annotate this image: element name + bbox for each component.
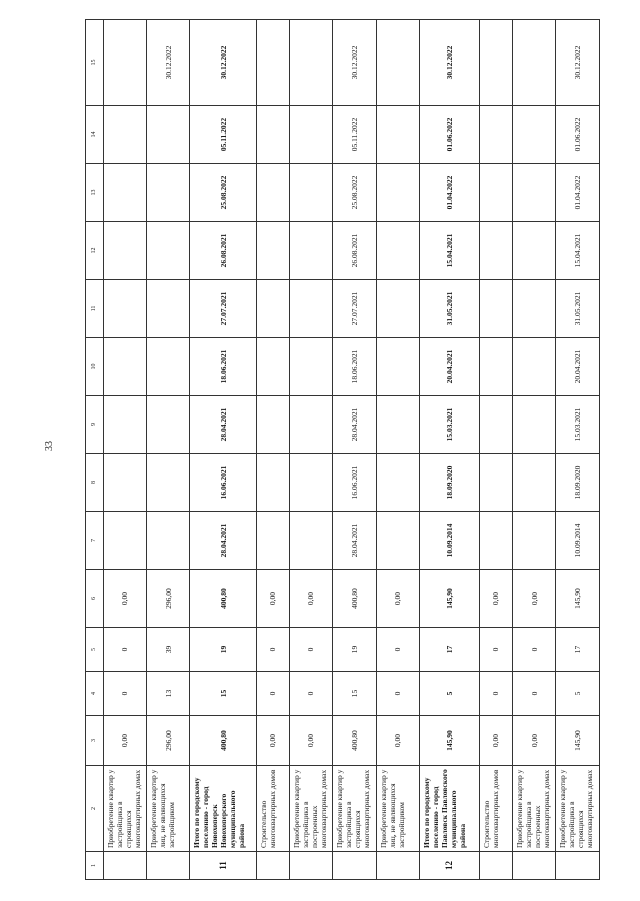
table-row (256, 20, 289, 880)
table-cell (513, 164, 556, 222)
table-cell: 18.06.2021 (333, 338, 376, 396)
table-body (86, 20, 600, 880)
table-cell: 296,00 (147, 570, 190, 628)
table-cell (479, 280, 512, 338)
row-name-cell: Строительство многоквартирных домов (479, 766, 512, 852)
table-cell: 17 (419, 628, 479, 672)
table-cell (103, 164, 146, 222)
table-cell: 30.12.2022 (556, 20, 600, 106)
table-cell (147, 280, 190, 338)
table-cell: 145,90 (556, 570, 600, 628)
table-cell (556, 852, 600, 880)
table-cell: 19 (190, 628, 256, 672)
table-cell (256, 852, 289, 880)
table-cell: 01.06.2022 (556, 106, 600, 164)
column-number: 2 (86, 766, 104, 852)
table-cell: 5 (419, 672, 479, 716)
table-cell (376, 20, 419, 106)
row-name-cell: Приобретение квартир у застройщика в построенных многоквартирных домах (513, 766, 556, 852)
column-number: 14 (86, 106, 104, 164)
table-cell: 25.08.2022 (190, 164, 256, 222)
table-cell (147, 222, 190, 280)
table-cell: 26.08.2021 (333, 222, 376, 280)
column-number: 5 (86, 628, 104, 672)
table-cell (376, 396, 419, 454)
table-cell (376, 454, 419, 512)
table-cell (147, 852, 190, 880)
table-cell: 0 (513, 628, 556, 672)
table-cell (513, 512, 556, 570)
table-cell (103, 222, 146, 280)
table-cell (103, 106, 146, 164)
table-cell: 0,00 (289, 716, 332, 766)
column-number: 9 (86, 396, 104, 454)
table-cell: 20.04.2021 (419, 338, 479, 396)
table-cell (376, 280, 419, 338)
table-cell (333, 852, 376, 880)
table-cell (513, 852, 556, 880)
table-cell (513, 454, 556, 512)
table-row (190, 20, 256, 880)
table-cell (289, 852, 332, 880)
table-cell (513, 222, 556, 280)
table-row (147, 20, 190, 880)
table-cell: 31.05.2021 (556, 280, 600, 338)
table-cell: 28.04.2021 (333, 512, 376, 570)
column-number: 4 (86, 672, 104, 716)
table-row (556, 20, 600, 880)
table-cell: 10.09.2014 (556, 512, 600, 570)
table-cell (103, 396, 146, 454)
table-cell: 31.05.2021 (419, 280, 479, 338)
table-cell (376, 222, 419, 280)
table-cell (513, 106, 556, 164)
table-cell: 296,00 (147, 716, 190, 766)
row-name-cell: Приобретение квартир у застройщика в строящихся многоквартирных домах (103, 766, 146, 852)
table-cell: 0,00 (376, 716, 419, 766)
table-cell (479, 20, 512, 106)
table-cell: 30.12.2022 (419, 20, 479, 106)
row-name-cell: Строительство многоквартирных домов (256, 766, 289, 852)
table-cell: 27.07.2021 (190, 280, 256, 338)
table-cell (103, 280, 146, 338)
table-cell: 0,00 (513, 570, 556, 628)
table-cell (256, 222, 289, 280)
row-name-cell: Приобретение квартир у застройщика в построенных многоквартирных домах (289, 766, 332, 852)
table-cell: 0,00 (256, 716, 289, 766)
table-cell (256, 164, 289, 222)
rotated-table-container (85, 20, 600, 880)
table-cell (256, 106, 289, 164)
table-cell: 30.12.2022 (147, 20, 190, 106)
table-cell (479, 454, 512, 512)
table-cell (513, 20, 556, 106)
table-cell: 0,00 (256, 570, 289, 628)
table-cell: 16.06.2021 (333, 454, 376, 512)
table-cell (256, 454, 289, 512)
table-cell: 20.04.2021 (556, 338, 600, 396)
row-name-cell: Приобретение квартир у лиц, не являющихся застройщиком (376, 766, 419, 852)
table-cell (289, 396, 332, 454)
row-name-cell: Приобретение квартир у лиц, не являющихся застройщиком (147, 766, 190, 852)
column-number: 15 (86, 20, 104, 106)
table-cell: 39 (147, 628, 190, 672)
table-cell (147, 512, 190, 570)
table-row (103, 20, 146, 880)
column-number: 12 (86, 222, 104, 280)
table-cell (256, 280, 289, 338)
column-number: 3 (86, 716, 104, 766)
table-cell: 145,90 (419, 716, 479, 766)
table-cell (376, 852, 419, 880)
table-cell (147, 396, 190, 454)
table-cell: 12 (419, 852, 479, 880)
table-cell (147, 338, 190, 396)
table-cell: 0 (479, 672, 512, 716)
table-cell (513, 338, 556, 396)
table-cell: 0 (256, 628, 289, 672)
table-cell (376, 512, 419, 570)
table-cell: 0 (479, 628, 512, 672)
table-cell: 28.04.2021 (190, 512, 256, 570)
table-cell: 16.06.2021 (190, 454, 256, 512)
table-cell: 400,80 (190, 716, 256, 766)
row-name-cell: Приобретение квартир у застройщика в строящихся многоквартирных домах (556, 766, 600, 852)
column-number: 6 (86, 570, 104, 628)
column-number: 13 (86, 164, 104, 222)
table-cell: 145,90 (556, 716, 600, 766)
row-name-cell: Итого по городскому поселению - город Павловск Павловского муниципального района (419, 766, 479, 852)
table-cell: 27.07.2021 (333, 280, 376, 338)
table-cell (376, 338, 419, 396)
table-cell: 0 (376, 628, 419, 672)
table-cell (289, 164, 332, 222)
table-cell (289, 222, 332, 280)
table-cell (147, 454, 190, 512)
table-cell (256, 512, 289, 570)
table-cell: 145,90 (419, 570, 479, 628)
table-cell: 400,80 (333, 570, 376, 628)
table-cell (376, 164, 419, 222)
table-cell: 0,00 (479, 716, 512, 766)
table-cell: 15 (190, 672, 256, 716)
table-cell: 18.09.2020 (556, 454, 600, 512)
table-cell: 05.11.2022 (190, 106, 256, 164)
table-cell: 0 (256, 672, 289, 716)
table-cell: 01.04.2022 (419, 164, 479, 222)
table-cell (103, 852, 146, 880)
table-cell (103, 512, 146, 570)
table-cell: 30.12.2022 (333, 20, 376, 106)
table-cell (289, 512, 332, 570)
table-cell: 0 (513, 672, 556, 716)
table-cell (513, 396, 556, 454)
table-cell: 17 (556, 628, 600, 672)
table-cell: 10.09.2014 (419, 512, 479, 570)
table-cell: 0,00 (103, 716, 146, 766)
table-cell: 18.09.2020 (419, 454, 479, 512)
column-number: 10 (86, 338, 104, 396)
page-number: 33 (44, 441, 55, 451)
table-cell (479, 338, 512, 396)
table-cell: 400,80 (190, 570, 256, 628)
table-cell: 0 (289, 628, 332, 672)
table-cell (479, 222, 512, 280)
table-cell (147, 164, 190, 222)
table-cell: 18.06.2021 (190, 338, 256, 396)
table-row (376, 20, 419, 880)
table-cell (289, 20, 332, 106)
table-cell (376, 106, 419, 164)
table-cell: 0,00 (289, 570, 332, 628)
program-table (85, 19, 600, 880)
table-cell (103, 338, 146, 396)
table-cell (289, 454, 332, 512)
table-cell: 28.04.2021 (333, 396, 376, 454)
table-cell: 13 (147, 672, 190, 716)
table-cell: 400,80 (333, 716, 376, 766)
table-cell: 15.03.2021 (556, 396, 600, 454)
table-cell: 11 (190, 852, 256, 880)
table-cell: 0 (103, 628, 146, 672)
table-cell: 0 (376, 672, 419, 716)
table-cell: 0 (289, 672, 332, 716)
table-cell: 28.04.2021 (190, 396, 256, 454)
table-row (333, 20, 376, 880)
table-cell: 26.08.2021 (190, 222, 256, 280)
table-cell: 5 (556, 672, 600, 716)
table-cell (147, 106, 190, 164)
table-cell: 15.03.2021 (419, 396, 479, 454)
row-name-cell: Приобретение квартир у застройщика в строящихся многоквартирных домах (333, 766, 376, 852)
table-cell: 01.04.2022 (556, 164, 600, 222)
table-cell (479, 106, 512, 164)
column-number: 7 (86, 512, 104, 570)
table-row (289, 20, 332, 880)
table-cell (289, 338, 332, 396)
table-row (479, 20, 512, 880)
table-cell: 30.12.2022 (190, 20, 256, 106)
table-cell (256, 338, 289, 396)
table-cell: 15 (333, 672, 376, 716)
table-cell (479, 396, 512, 454)
table-row (513, 20, 556, 880)
table-cell: 05.11.2022 (333, 106, 376, 164)
table-cell (256, 396, 289, 454)
table-cell (289, 280, 332, 338)
table-cell (103, 454, 146, 512)
column-number: 1 (86, 852, 104, 880)
table-cell (289, 106, 332, 164)
table-cell: 15.04.2021 (419, 222, 479, 280)
table-cell (479, 512, 512, 570)
table-cell (103, 20, 146, 106)
table-cell: 25.08.2022 (333, 164, 376, 222)
table-cell: 0,00 (513, 716, 556, 766)
column-number: 11 (86, 280, 104, 338)
table-cell (479, 164, 512, 222)
table-cell: 15.04.2021 (556, 222, 600, 280)
column-number: 8 (86, 454, 104, 512)
table-cell (513, 280, 556, 338)
table-row (419, 20, 479, 880)
table-cell: 01.06.2022 (419, 106, 479, 164)
table-cell (256, 20, 289, 106)
table-cell: 0,00 (479, 570, 512, 628)
table-cell: 0,00 (103, 570, 146, 628)
table-cell (479, 852, 512, 880)
column-number-row (86, 20, 104, 880)
table-cell: 0 (103, 672, 146, 716)
row-name-cell: Итого по городскому поселению - город Новохоперск Новохоперского муниципального района (190, 766, 256, 852)
table-cell: 0,00 (376, 570, 419, 628)
table-cell: 19 (333, 628, 376, 672)
